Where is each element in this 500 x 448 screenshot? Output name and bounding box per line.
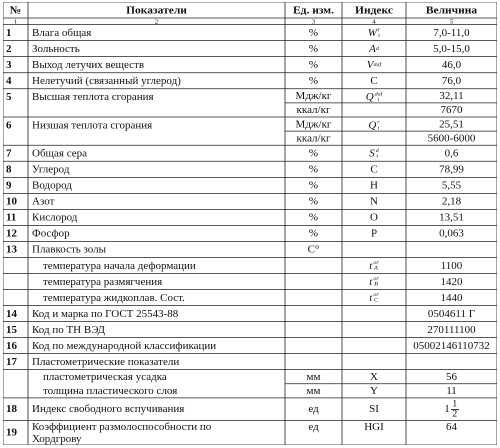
row-number: 18 (6, 403, 17, 415)
header-index: Индекс (355, 4, 393, 16)
value-cell: 46,0 (441, 59, 462, 71)
index-symbol: W r t (367, 26, 381, 39)
coal-specification-table (3, 2, 497, 445)
row-number: 11 (6, 211, 17, 224)
unit-value: % (308, 211, 319, 224)
value-cell: 0,6 (444, 147, 459, 159)
index-symbol: Y (370, 385, 378, 397)
unit-value: % (308, 163, 319, 175)
row-number: 5 (6, 91, 12, 103)
indicator-subname: температура начала деформации (43, 259, 196, 272)
index-symbol: C (370, 163, 378, 175)
fraction-denominator: 2 (452, 408, 458, 420)
row-number: 12 (6, 227, 17, 240)
value-cell: 25,51 (439, 118, 464, 130)
value-cell: 78,99 (439, 163, 464, 175)
column-number-4: 4 (372, 17, 376, 26)
value-whole: 1 (444, 403, 450, 415)
indicator-name: Индекс свободного вспучивания (32, 403, 185, 415)
header-unit: Ед. изм. (292, 4, 335, 16)
indicator-name: Нелетучий (связанный углерод) (32, 75, 181, 87)
row-number: 17 (6, 355, 17, 368)
unit-value: % (308, 75, 319, 87)
row-number: 16 (6, 339, 17, 352)
indicator-name: Высшая теплота сгорания (32, 91, 154, 103)
value-cell: 7,0-11,0 (433, 26, 470, 39)
indicator-name-continued: Хордгрову (32, 433, 82, 445)
value-fraction (451, 399, 459, 419)
row-number: 15 (6, 323, 17, 336)
value-cell: 7670 (440, 104, 463, 116)
header-number: № (9, 4, 22, 16)
value-cell: 270111100 (427, 323, 476, 336)
row-number: 6 (6, 119, 12, 131)
indicator-name: Плавкость золы (32, 243, 107, 256)
row-number: 7 (6, 147, 12, 159)
index-symbol: O (370, 211, 378, 224)
index-symbol: S d t (369, 147, 379, 159)
column-number-2: 2 (154, 17, 159, 26)
value-cell: 0,063 (439, 227, 464, 240)
indicator-name: Общая сера (32, 147, 87, 159)
value-cell: 1440 (440, 291, 463, 304)
indicator-name: Зольность (32, 43, 80, 55)
index-symbol: A d (369, 43, 379, 55)
index-symbol: t or A (369, 259, 379, 272)
indicator-name: Фосфор (32, 227, 70, 240)
unit-value: мм (306, 371, 321, 383)
value-cell: 0504611 Г (427, 307, 476, 320)
unit-value: Мдж/кг (295, 118, 332, 130)
value-cell: 32,11 (439, 90, 464, 102)
indicator-subname: температура размягчения (43, 275, 163, 288)
indicator-name: Код по ТН ВЭД (32, 323, 106, 336)
value-cell: 5600-6000 (427, 132, 476, 144)
value-cell: 11 (446, 385, 457, 397)
row-number: 14 (6, 307, 17, 320)
indicator-name: Водород (32, 179, 72, 191)
indicator-name: Код и марка по ГОСТ 25543-88 (32, 307, 179, 320)
row-number: 13 (6, 243, 17, 256)
indicator-subname: температура жидкоплав. Сост. (43, 291, 185, 304)
indicator-name: Выход летучих веществ (32, 59, 145, 71)
value-cell (406, 398, 497, 421)
indicator-subname: пластометрическая усадка (43, 371, 167, 383)
unit-value: ед (308, 420, 319, 433)
unit-value: Мдж/кг (295, 90, 332, 102)
value-cell: 56 (446, 371, 457, 383)
index-symbol: C (370, 75, 378, 87)
unit-value: мм (306, 385, 321, 397)
unit-value: ккал/кг (296, 104, 331, 116)
row-number: 9 (6, 179, 12, 191)
column-number-5: 5 (449, 17, 454, 26)
unit-value: % (308, 59, 319, 71)
index-symbol: SI (369, 403, 379, 415)
index-symbol: H (370, 179, 378, 191)
index-symbol: X (370, 371, 378, 383)
indicator-name: Код по международной классификации (32, 339, 217, 352)
row-number: 3 (6, 59, 12, 71)
index-symbol: P (370, 227, 378, 240)
index-symbol: Q daf i (365, 91, 383, 103)
row-number: 10 (6, 195, 17, 208)
unit-value: % (308, 179, 319, 191)
row-number: 19 (6, 427, 17, 439)
row-number: 4 (6, 75, 12, 87)
index-symbol: HGI (364, 420, 384, 433)
indicator-name: Низшая теплота сгорания (32, 119, 153, 131)
value-cell: 5,0-15,0 (433, 43, 470, 55)
row-number: 2 (6, 43, 12, 55)
value-cell: 76,0 (441, 75, 462, 87)
fraction-numerator: 1 (452, 398, 458, 409)
index-symbol: t or B (369, 275, 379, 288)
unit-value: C° (307, 243, 320, 256)
unit-value: ед (308, 403, 319, 415)
value-cell: 1100 (440, 259, 463, 272)
value-cell: 2,18 (441, 195, 462, 208)
unit-value: % (308, 43, 319, 55)
indicator-name: Пластометрические показатели (32, 355, 180, 368)
value-cell: 05002146110732 (413, 339, 490, 352)
index-symbol: N (370, 195, 378, 208)
unit-value: % (308, 147, 319, 159)
index-symbol: V daf (366, 59, 382, 71)
column-number-3: 3 (311, 17, 316, 26)
indicator-name: Кислород (32, 211, 78, 224)
indicator-subname: толщина пластического слоя (43, 385, 178, 397)
index-symbol: t or C (369, 291, 379, 304)
row-number: 1 (6, 26, 12, 39)
value-cell: 1420 (440, 275, 463, 288)
value-cell: 64 (446, 420, 457, 433)
indicator-name: Азот (32, 195, 55, 208)
index-symbol: Q r i (368, 119, 380, 131)
unit-value: % (308, 26, 319, 39)
indicator-name: Углерод (32, 163, 70, 175)
header-indicator: Показатели (126, 4, 187, 16)
unit-value: ккал/кг (296, 132, 331, 144)
value-cell: 13,51 (439, 211, 464, 224)
unit-value: % (308, 227, 319, 240)
indicator-name: Влага общая (32, 26, 92, 39)
column-number-1: 1 (13, 17, 18, 26)
header-value: Величина (425, 4, 478, 16)
value-cell: 5,55 (441, 179, 462, 191)
row-number: 8 (6, 163, 12, 175)
unit-value: % (308, 195, 319, 208)
indicator-name: Коэффициент размолоспособности по (32, 420, 212, 433)
